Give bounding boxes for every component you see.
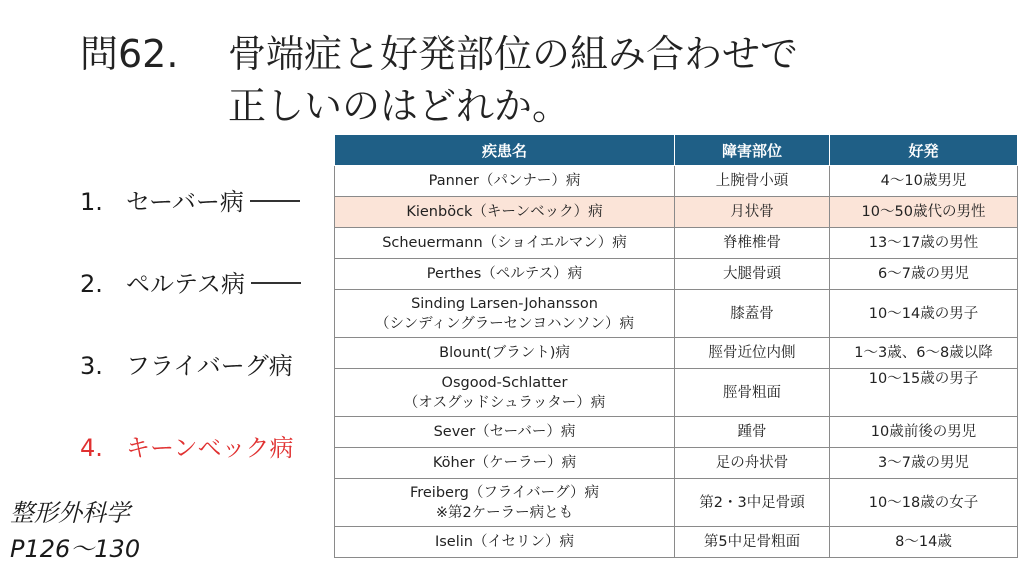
- affected-site: 上腕骨小頭: [675, 166, 830, 197]
- table-row: [335, 166, 1018, 197]
- affected-site: 膝蓋骨: [675, 290, 830, 338]
- affected-site: 第2・3中足骨頭: [675, 479, 830, 527]
- affected-site: 第5中足骨粗面: [675, 527, 830, 558]
- connector-line: [250, 200, 300, 202]
- disease-name-note: ※第2ケーラー病とも: [435, 504, 574, 521]
- option-4-answer: [80, 432, 294, 464]
- onset: 13〜17歳の男性: [830, 228, 1018, 259]
- onset: 10〜18歳の女子: [830, 479, 1018, 527]
- option-number: 2.: [80, 270, 103, 298]
- header-site: 障害部位: [675, 135, 830, 166]
- affected-site: 大腿骨頭: [675, 259, 830, 290]
- source-reference: [10, 495, 140, 567]
- option-text: セーバー病: [126, 188, 244, 216]
- onset: 8〜14歳: [830, 527, 1018, 558]
- affected-site: 月状骨: [675, 197, 830, 228]
- onset: 10〜14歳の男子: [830, 290, 1018, 338]
- disease-name-line-1: Freiberg（フライバーグ）病: [409, 484, 600, 501]
- option-3: [80, 350, 293, 382]
- table-row: [335, 290, 1018, 338]
- option-1: [80, 186, 300, 218]
- question-number: 問62.: [80, 32, 179, 76]
- source-book: 整形外科学: [10, 499, 130, 527]
- disease-name: Panner（パンナー）病: [335, 166, 675, 197]
- onset: 4〜10歳男児: [830, 166, 1018, 197]
- table-row: [335, 479, 1018, 527]
- disease-name: Kienböck（キーンベック）病: [335, 197, 675, 228]
- table-row: [335, 527, 1018, 558]
- disease-name-line-1: Osgood-Schlatter: [441, 374, 568, 391]
- onset: 10歳前後の男児: [830, 417, 1018, 448]
- table-row-highlighted: [335, 197, 1018, 228]
- option-2: [80, 268, 301, 300]
- disease-name: Scheuermann（ショイエルマン）病: [335, 228, 675, 259]
- disease-name: Perthes（ペルテス）病: [335, 259, 675, 290]
- disease-name: Köher（ケーラー）病: [335, 448, 675, 479]
- affected-site: 足の舟状骨: [675, 448, 830, 479]
- affected-site: 踵骨: [675, 417, 830, 448]
- disease-name-line-1: Sinding Larsen-Johansson: [411, 295, 598, 312]
- table-row: [335, 228, 1018, 259]
- affected-site: 脊椎椎骨: [675, 228, 830, 259]
- option-text: フライバーグ病: [126, 352, 293, 380]
- disease-name: [335, 290, 675, 338]
- table-row: [335, 338, 1018, 369]
- question-title: [80, 28, 798, 132]
- disease-name: Iselin（イセリン）病: [335, 527, 675, 558]
- header-disease-name: 疾患名: [335, 135, 675, 166]
- option-text: ペルテス病: [126, 270, 246, 298]
- onset: 10〜50歳代の男性: [830, 197, 1018, 228]
- onset: 10〜15歳の男子: [830, 369, 1018, 417]
- table-header-row: [335, 135, 1018, 166]
- option-number: 4.: [80, 434, 103, 462]
- disease-name: [335, 479, 675, 527]
- header-onset: 好発: [830, 135, 1018, 166]
- connector-line: [251, 282, 301, 284]
- disease-name: [335, 369, 675, 417]
- table-row: [335, 369, 1018, 417]
- table-row: [335, 259, 1018, 290]
- table-row: [335, 417, 1018, 448]
- affected-site: 脛骨近位内側: [675, 338, 830, 369]
- disease-name-line-2: （シンディングラーセンヨハンソン）病: [375, 315, 634, 332]
- onset: 3〜7歳の男児: [830, 448, 1018, 479]
- table-row: [335, 448, 1018, 479]
- source-pages: P126〜130: [10, 535, 141, 563]
- option-text: キーンベック病: [126, 434, 294, 462]
- onset: 6〜7歳の男児: [830, 259, 1018, 290]
- question-line-2: 正しいのはどれか。: [228, 84, 571, 128]
- disease-name: Sever（セーバー）病: [335, 417, 675, 448]
- disease-name: Blount(ブラント)病: [335, 338, 675, 369]
- onset: 1〜3歳、6〜8歳以降: [830, 338, 1018, 369]
- disease-table: [334, 134, 1018, 558]
- affected-site: 脛骨粗面: [675, 369, 830, 417]
- option-number: 3.: [80, 352, 103, 380]
- disease-name-line-2: （オスグッドシュラッター）病: [403, 394, 606, 411]
- question-line-1: 骨端症と好発部位の組み合わせで: [228, 32, 799, 76]
- option-number: 1.: [80, 188, 103, 216]
